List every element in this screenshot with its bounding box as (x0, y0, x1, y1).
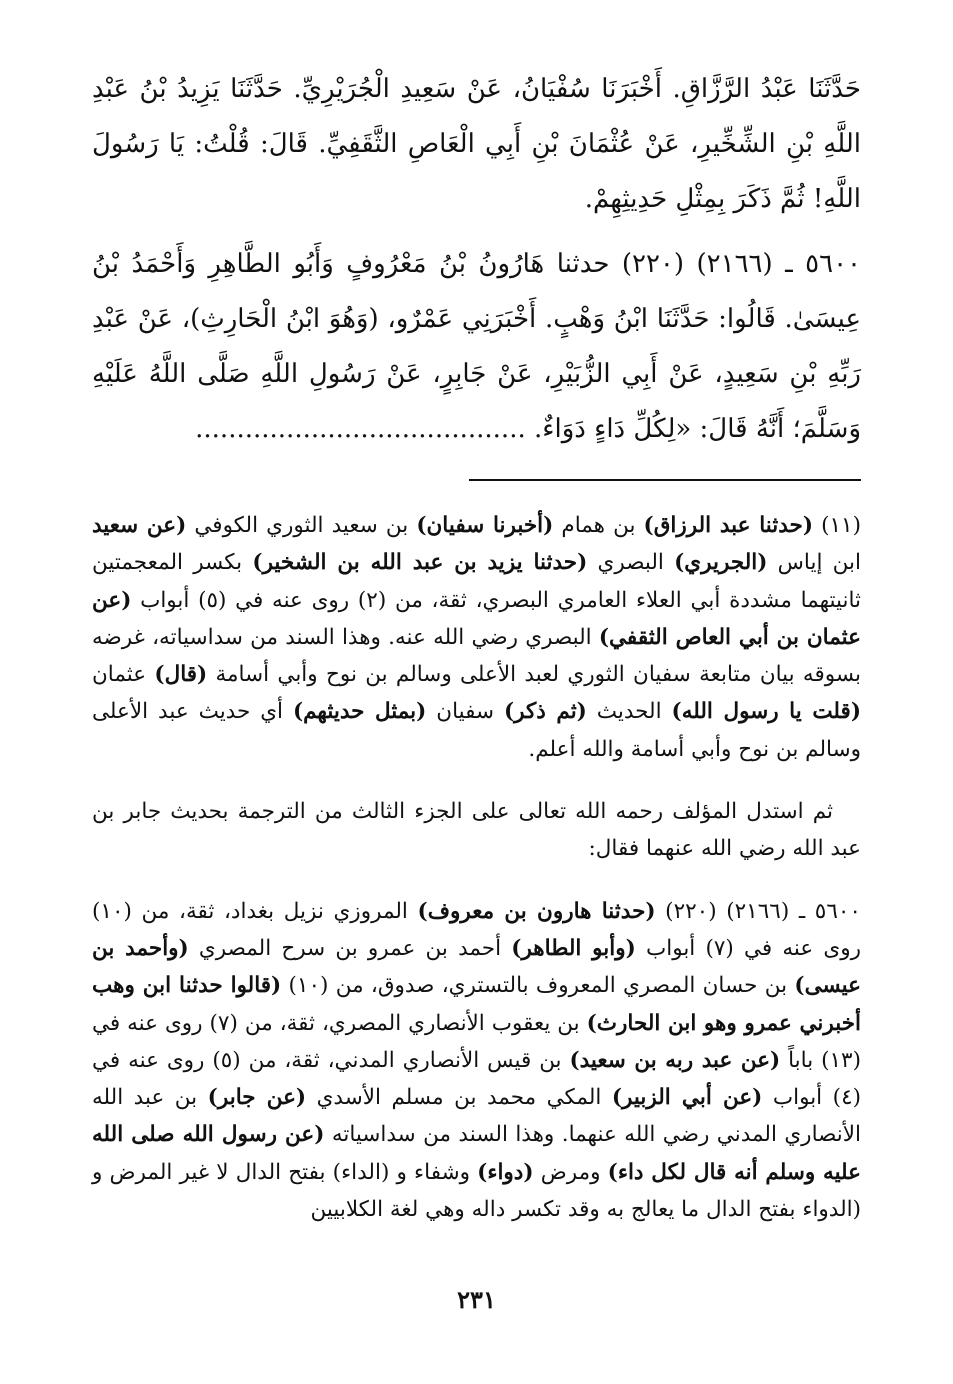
bold-quoted-text: (عن عثمان بن أبي العاص الثقفي) (92, 587, 861, 650)
bold-quoted-text: (قال) (154, 662, 208, 688)
footnote-separator-rule (469, 479, 861, 481)
commentary-text: ثم استدل المؤلف رحمه الله تعالى على الجزء الثالث من الترجمة بحديث جابر بن عبد الله رضي الله عنهما فقال: (92, 799, 861, 862)
bold-quoted-text: (عن عبد ربه بن سعيد) (569, 1047, 781, 1073)
commentary-text: الحديث (586, 699, 672, 725)
commentary-text: ابن إياس (767, 550, 862, 576)
hadith-paragraph-2 (92, 237, 861, 457)
commentary-text: المروزي نزيل بغداد، ثقة، من (١٠) روى عنه في (٧) أبواب (92, 898, 861, 961)
commentary-text: بن يعقوب الأنصاري المصري، ثقة، من (٧) روى عنه في (١٣) باباً (92, 1010, 861, 1073)
commentary-text: بكسر المعجمتين ثانيتهما مشددة أبي العلاء العامري البصري، ثقة، من (٢) روى عنه في (٥) أبواب (92, 550, 861, 613)
commentary-text: عثمان (92, 662, 155, 688)
commentary-text: ٥٦٠٠ ـ (٢١٦٦) (٢٢٠) (655, 898, 861, 924)
bold-quoted-text: (دواء) (477, 1159, 534, 1185)
commentary-text: ومرض (533, 1159, 608, 1185)
bold-quoted-text: (عن رسول الله صلى الله عليه وسلم أنه قال لكل داء) (92, 1122, 861, 1185)
continuation-dots: ........................................ (195, 414, 526, 444)
bold-quoted-text: (وأبو الطاهر) (511, 935, 636, 961)
commentary-text: بن قيس الأنصاري المدني، ثقة، من (٥) روى عنه في (٤) أبواب (92, 1047, 862, 1111)
bold-quoted-text: (عن جابر) (207, 1085, 307, 1111)
commentary-text: وشفاء و (الداء) بفتح الدال لا غير المرض و (الدواء بفتح الدال ما يعالج به وقد تكسر داله وهي لغة الكلابيين (92, 1159, 861, 1223)
hadith-paragraph-2-text: ٥٦٠٠ ـ (٢١٦٦) (٢٢٠) حدثنا هَارُونُ بْنُ مَعْرُوفٍ وَأَبُو الطَّاهِرِ وَأَحْمَدُ بْنُ عِيسَىٰ. قَالُوا: حَدَّثَنَا ابْنُ وَهْبٍ. أَخْبَرَنِي عَمْرٌو، (وَهُوَ ابْنُ الْحَارِثِ)، عَنْ عَبْدِ رَبِّهِ بْنِ سَعِيدٍ، عَنْ أَبِي الزُّبَيْرِ، عَنْ جَابِرٍ، عَنْ رَسُولِ اللَّهِ صَلَّى اللَّهُ عَلَيْهِ وَسَلَّمَ؛ أَنَّهُ قَالَ: «لِكُلِّ دَاءٍ دَوَاءٌ. (92, 249, 861, 444)
bold-quoted-text: (قالوا حدثنا ابن وهب أخبرني عمرو وهو ابن الحارث) (92, 973, 861, 1036)
commentary-block-2 (92, 793, 861, 868)
commentary-text: أي حديث عبد الأعلى وسالم بن نوح وأبي أسامة والله أعلم. (92, 699, 861, 762)
bold-quoted-text: (أخبرنا سفيان) (416, 513, 554, 538)
bold-quoted-text: (حدثنا يزيد بن عبد الله بن الشخير) (252, 550, 588, 576)
commentary-block-3 (92, 893, 861, 1229)
bold-quoted-text: (عن سعيد (92, 513, 187, 538)
commentary-text: سفيان (426, 699, 504, 725)
commentary-block-1 (92, 507, 861, 768)
commentary-text: البصري (587, 550, 675, 576)
bold-quoted-text: (الجريري) (674, 550, 768, 576)
commentary-text: (١١) (813, 513, 861, 538)
commentary-text: بن عبد الله الأنصاري المدني رضي الله عنهما. وهذا السند من سداسياته (92, 1085, 861, 1148)
bold-quoted-text: (قلت يا رسول الله) (671, 699, 861, 725)
bold-quoted-text: (حدثنا عبد الرزاق) (643, 513, 814, 538)
commentary-text: بن سعيد الثوري الكوفي (186, 513, 417, 538)
commentary-text: المكي محمد بن مسلم الأسدي (306, 1085, 612, 1111)
commentary-text: أحمد بن عمرو بن سرح المصري (188, 935, 512, 961)
bold-quoted-text: (عن أبي الزبير) (611, 1085, 763, 1111)
commentary-text: البصري رضي الله عنه. وهذا السند من سداسياته، غرضه بسوقه بيان متابعة سفيان الثوري لعبد الأعلى وسالم بن نوح وأبي أسامة (92, 624, 862, 688)
bold-quoted-text: (ثم ذكر) (503, 699, 587, 725)
hadith-paragraph-1: حَدَّثَنَا عَبْدُ الرَّزَّاقِ. أَخْبَرَنَا سُفْيَانُ، عَنْ سَعِيدِ الْجُرَيْرِيِّ. حَدَّثَنَا يَزِيدُ بْنُ عَبْدِ اللَّهِ بْنِ الشِّخِّيرِ، عَنْ عُثْمَانَ بْنِ أَبِي الْعَاصِ الثَّقَفِيِّ. قَالَ: قُلْتُ: يَا رَسُولَ اللَّهِ! ثُمَّ ذَكَرَ بِمِثْلِ حَدِيثِهِمْ. (92, 74, 861, 214)
commentary-text: بن حسان المصري المعروف بالتستري، صدوق، من (١٠) (281, 973, 795, 999)
bold-quoted-text: (حدثنا هارون بن معروف) (417, 898, 656, 924)
page-number: ٢٣١ (457, 1285, 496, 1314)
bold-quoted-text: (وأحمد بن عيسى) (92, 935, 861, 999)
bold-quoted-text: (بمثل حديثهم) (292, 699, 427, 725)
commentary-text: بن همام (553, 513, 644, 538)
